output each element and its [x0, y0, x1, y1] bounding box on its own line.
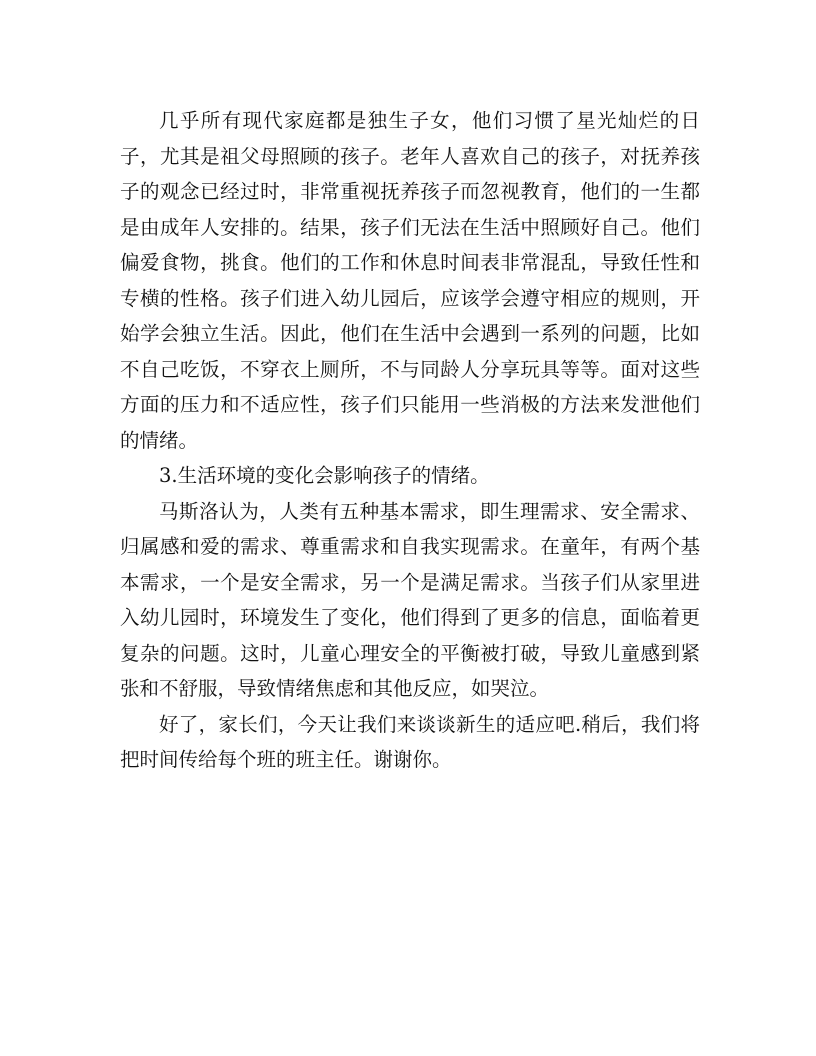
paragraph-closing: 好了，家长们，今天让我们来谈谈新生的适应吧.稍后，我们将把时间传给每个班的班主任。谢谢你。: [120, 712, 700, 771]
document-body: [120, 103, 700, 778]
paragraph-family-habits: 几乎所有现代家庭都是独生子女，他们习惯了星光灿烂的日子，尤其是祖父母照顾的孩子。老年人喜欢自己的孩子，对抚养孩子的观念已经过时，非常重视抚养孩子而忽视教育，他们的一生都是由成年人安排的。结果，孩子们无法在生活中照顾好自己。他们偏爱食物，挑食。他们的工作和休息时间表非常混乱，导致任性和专横的性格。孩子们进入幼儿园后，应该学会遵守相应的规则，开始学会独立生活。因此，他们在生活中会遇到一系列的问题，比如不自己吃饭，不穿衣上厕所，不与同龄人分享玩具等等。面对这些方面的压力和不适应性，孩子们只能用一些消极的方法来发泄他们的情绪。: [120, 109, 700, 452]
paragraph-heading-environment: 3.生活环境的变化会影响孩子的情绪。: [159, 464, 490, 487]
paragraph-maslow-needs: 马斯洛认为，人类有五种基本需求，即生理需求、安全需求、归属感和爱的需求、尊重需求和自我实现需求。在童年，有两个基本需求，一个是安全需求，另一个是满足需求。当孩子们从家里进入幼儿园时，环境发生了变化，他们得到了更多的信息，面临着更复杂的问题。这时，儿童心理安全的平衡被打破，导致儿童感到紧张和不舒服，导致情绪焦虑和其他反应，如哭泣。: [120, 499, 700, 700]
